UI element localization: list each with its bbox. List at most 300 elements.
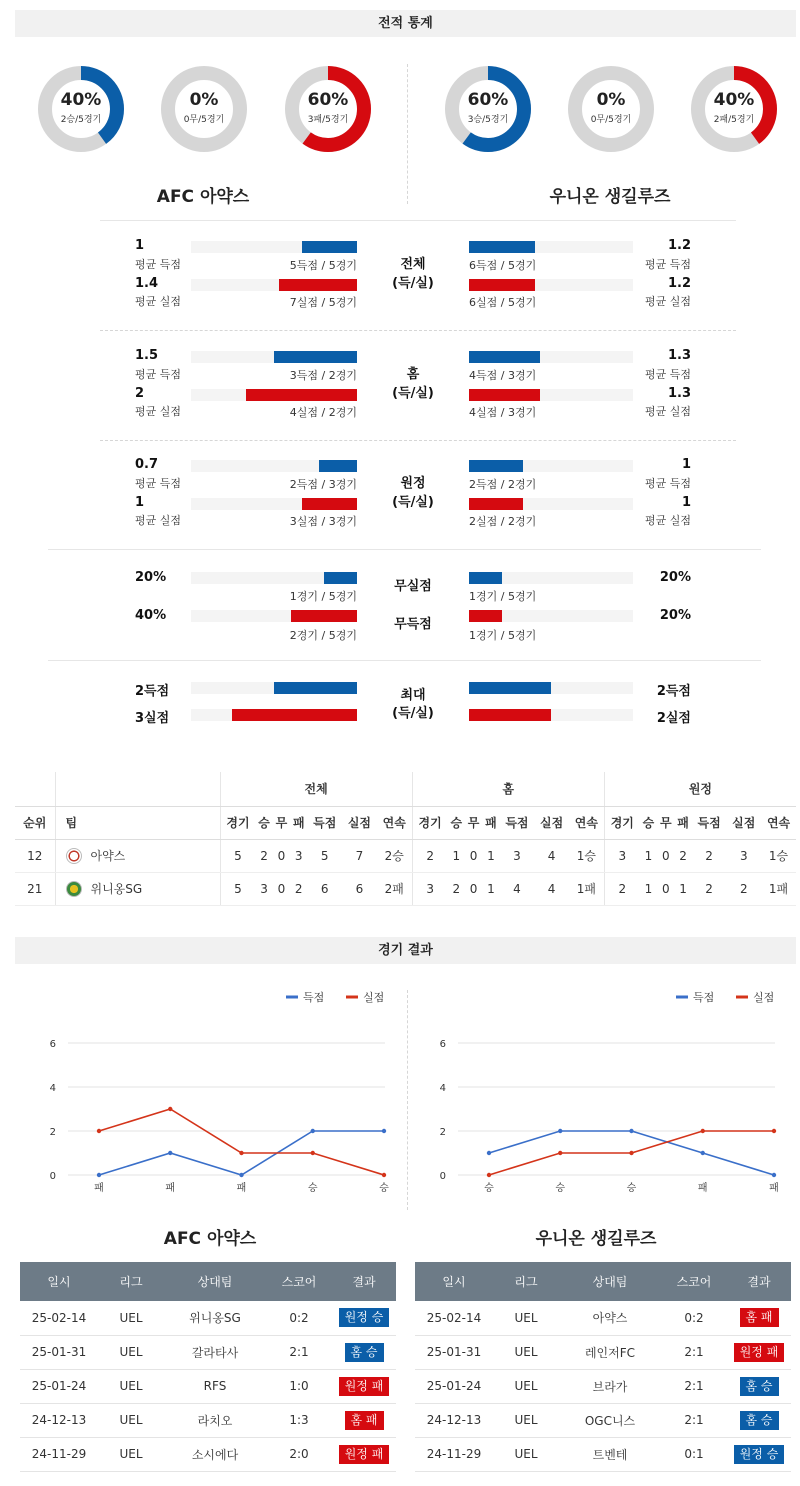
away-clean-sheet-caption: 1경기 / 5경기 — [469, 590, 537, 603]
score-cell: 1:0 — [266, 1369, 332, 1403]
column-header: 득점 — [692, 806, 727, 839]
data-point — [701, 1129, 705, 1133]
stat-cell: 2 — [448, 872, 465, 905]
column-header: 경기 — [604, 806, 639, 839]
home-max-goals-for-bar — [274, 682, 357, 694]
home-goals-against-caption: 7실점 / 5경기 — [289, 296, 357, 309]
home-goals-against-caption: 4실점 / 2경기 — [289, 406, 357, 419]
column-header: 득점 — [500, 806, 535, 839]
home-avg-goals-against: 2 — [135, 386, 145, 401]
legend-label: 실점 — [753, 991, 775, 1004]
opponent-cell: OGC니스 — [559, 1403, 661, 1437]
stat-cell: 3 — [726, 839, 761, 872]
away-max-goals-against: 2실점 — [656, 711, 691, 726]
opponent-cell: 레인저FC — [559, 1335, 661, 1369]
home-max-goals-against-bar — [232, 709, 357, 721]
home-avg-goals-against: 1 — [135, 495, 145, 510]
date-cell: 24-12-13 — [20, 1403, 98, 1437]
stat-cell: 4 — [534, 839, 569, 872]
opponent-cell: 라치오 — [164, 1403, 266, 1437]
team-name[interactable]: 아약스 — [90, 849, 126, 863]
stat-cell: 3 — [604, 839, 639, 872]
opponent-cell: 소시에다 — [164, 1437, 266, 1471]
data-point — [239, 1151, 243, 1155]
result-row — [415, 1335, 791, 1369]
away-goals-for-caption: 4득점 / 3경기 — [469, 369, 537, 382]
stat-cell: 2 — [692, 872, 727, 905]
data-point — [97, 1129, 101, 1133]
date-cell: 24-11-29 — [415, 1437, 493, 1471]
max-sublabel: (득/실) — [392, 706, 434, 721]
donut-percent: 40% — [713, 90, 755, 110]
away-avg-goals-for-label: 평균 득점 — [644, 368, 691, 381]
away-avg-goals-for: 1 — [681, 457, 691, 472]
opponent-cell: 위니옹SG — [164, 1301, 266, 1335]
result-cell — [332, 1369, 396, 1403]
away-goals-for-caption: 6득점 / 5경기 — [469, 259, 537, 272]
data-point — [168, 1107, 172, 1111]
stat-cell: 1 — [640, 839, 657, 872]
group-home: 홈 — [412, 772, 604, 806]
result-row — [415, 1403, 791, 1437]
data-point — [311, 1129, 315, 1133]
away-avg-goals-for: 1.3 — [667, 348, 691, 363]
away-avg-goals-for: 1.2 — [667, 238, 691, 253]
date-cell: 24-12-13 — [415, 1403, 493, 1437]
result-cell — [332, 1335, 396, 1369]
score-cell: 0:2 — [661, 1301, 727, 1335]
home-results-chart — [30, 985, 400, 1200]
home-avg-goals-for-label: 평균 득점 — [135, 258, 182, 271]
away-avg-goals-against: 1.2 — [667, 276, 691, 291]
y-tick-label: 0 — [49, 1171, 56, 1182]
away-goals-against-bar — [469, 498, 523, 510]
home-donut — [283, 64, 373, 154]
home-max-goals-for: 2득점 — [135, 684, 170, 699]
away-goals-for-bar — [469, 460, 523, 472]
away-avg-goals-against: 1 — [681, 495, 691, 510]
home-goals-against-caption: 3실점 / 3경기 — [289, 515, 357, 528]
result-cell — [727, 1403, 791, 1437]
y-tick-label: 4 — [439, 1083, 446, 1094]
column-header: 승 — [255, 806, 272, 839]
away-goals-against-caption: 2실점 / 2경기 — [469, 515, 537, 528]
stat-cell: 3 — [500, 839, 535, 872]
result-badge: 원정 패 — [734, 1343, 785, 1362]
stat-cell: 1 — [448, 839, 465, 872]
donut-percent: 40% — [60, 90, 102, 110]
score-cell: 2:1 — [266, 1335, 332, 1369]
result-badge: 원정 패 — [339, 1377, 390, 1396]
stat-cell: 0 — [465, 839, 482, 872]
stat-cell: 1승 — [569, 839, 604, 872]
stats-section-header: 전적 통계 — [15, 10, 796, 37]
result-badge: 홈 패 — [740, 1308, 779, 1327]
divider — [100, 440, 736, 441]
home-clean-sheet-bar — [324, 572, 357, 584]
column-header: 상대팀 — [164, 1262, 266, 1301]
y-tick-label: 2 — [439, 1127, 446, 1138]
opponent-cell: 갈라타사 — [164, 1335, 266, 1369]
away-clean-sheet-bar — [469, 572, 502, 584]
away-clean-sheet-pct: 20% — [659, 570, 691, 585]
league-cell: UEL — [98, 1437, 164, 1471]
score-cell: 2:1 — [661, 1369, 727, 1403]
results-section-header: 경기 결과 — [15, 937, 796, 964]
home-goals-for-bar — [274, 351, 357, 363]
home-goals-for-caption: 2득점 / 3경기 — [289, 478, 357, 491]
column-header: 스코어 — [661, 1262, 727, 1301]
away-goals-for-bar — [469, 351, 540, 363]
series-line — [99, 1109, 384, 1175]
data-point — [558, 1129, 562, 1133]
result-cell — [727, 1335, 791, 1369]
stat-cell: 1 — [482, 872, 499, 905]
result-row — [20, 1335, 396, 1369]
donut-percent: 0% — [596, 90, 626, 110]
stat-sublabel: (득/실) — [392, 495, 434, 510]
home-max-goals-against: 3실점 — [135, 711, 170, 726]
home-avg-goals-against-label: 평균 실점 — [135, 405, 182, 418]
home-avg-goals-against-label: 평균 실점 — [135, 514, 182, 527]
y-tick-label: 2 — [49, 1127, 56, 1138]
column-header: 득점 — [307, 806, 342, 839]
score-cell: 0:2 — [266, 1301, 332, 1335]
opponent-cell: 브라가 — [559, 1369, 661, 1403]
stat-cell: 5 — [220, 839, 255, 872]
team-cell — [55, 872, 220, 905]
donut-subtext: 0무/5경기 — [183, 115, 225, 125]
column-header: 실점 — [726, 806, 761, 839]
away-avg-goals-against-label: 평균 실점 — [644, 514, 691, 527]
stat-cell: 7 — [342, 839, 377, 872]
home-goals-for-bar — [319, 460, 357, 472]
home-failed-score-pct: 40% — [135, 608, 167, 623]
max-label: 최대 — [400, 688, 426, 703]
away-avg-goals-against: 1.3 — [667, 386, 691, 401]
y-tick-label: 6 — [49, 1039, 56, 1050]
column-header: 경기 — [220, 806, 255, 839]
stat-cell: 1승 — [761, 839, 796, 872]
column-header: 실점 — [534, 806, 569, 839]
stat-cell: 4 — [534, 872, 569, 905]
league-cell: UEL — [98, 1403, 164, 1437]
league-cell: UEL — [493, 1437, 559, 1471]
x-tick-label: 패 — [769, 1183, 779, 1194]
rank-cell: 21 — [15, 872, 55, 905]
stat-cell: 0 — [657, 872, 674, 905]
stat-sublabel: (득/실) — [392, 276, 434, 291]
stat-cell: 1 — [674, 872, 691, 905]
home-results-title: AFC 아약스 — [163, 1229, 257, 1249]
opponent-cell: 아약스 — [559, 1301, 661, 1335]
home-avg-goals-against: 1.4 — [135, 276, 159, 291]
column-header: 패 — [482, 806, 499, 839]
league-cell: UEL — [98, 1335, 164, 1369]
column-header: 실점 — [342, 806, 377, 839]
data-point — [772, 1173, 776, 1177]
legend-label: 득점 — [693, 991, 715, 1004]
column-header: 패 — [290, 806, 307, 839]
result-row — [20, 1369, 396, 1403]
column-header: 연속 — [761, 806, 796, 839]
date-cell: 25-02-14 — [415, 1301, 493, 1335]
divider — [407, 64, 408, 204]
home-avg-goals-for-label: 평균 득점 — [135, 368, 182, 381]
result-row — [20, 1437, 396, 1471]
donut-subtext: 3패/5경기 — [307, 115, 349, 125]
away-max-goals-for-bar — [469, 682, 551, 694]
stat-label: 원정 — [400, 476, 426, 491]
home-team-title: AFC 아약스 — [156, 187, 250, 207]
away-goals-for-caption: 2득점 / 2경기 — [469, 478, 537, 491]
data-point — [239, 1173, 243, 1177]
result-cell — [727, 1369, 791, 1403]
column-header: 팀 — [55, 806, 220, 839]
home-goals-for-bar — [302, 241, 357, 253]
league-cell: UEL — [493, 1403, 559, 1437]
divider — [48, 549, 761, 550]
stat-cell: 2 — [290, 872, 307, 905]
stat-cell: 1패 — [569, 872, 604, 905]
date-cell: 25-01-24 — [20, 1369, 98, 1403]
stat-cell: 3 — [290, 839, 307, 872]
league-cell: UEL — [493, 1369, 559, 1403]
home-failed-score-caption: 2경기 / 5경기 — [289, 629, 357, 642]
home-goals-for-caption: 3득점 / 2경기 — [289, 369, 357, 382]
home-goals-against-bar — [279, 279, 357, 291]
donut-percent: 60% — [467, 90, 509, 110]
score-cell: 2:1 — [661, 1335, 727, 1369]
x-tick-label: 패 — [94, 1183, 104, 1194]
donut-percent: 0% — [189, 90, 219, 110]
x-tick-label: 승 — [484, 1183, 494, 1194]
stat-cell: 5 — [220, 872, 255, 905]
away-results-chart — [420, 985, 790, 1200]
result-cell — [332, 1437, 396, 1471]
away-goals-for-bar — [469, 241, 535, 253]
away-goals-against-caption: 6실점 / 5경기 — [469, 296, 537, 309]
league-cell: UEL — [98, 1301, 164, 1335]
group-all: 전체 — [220, 772, 412, 806]
y-tick-label: 0 — [439, 1171, 446, 1182]
home-goals-against-bar — [246, 389, 357, 401]
divider — [100, 220, 736, 221]
data-point — [168, 1151, 172, 1155]
data-point — [629, 1129, 633, 1133]
away-donut — [443, 64, 533, 154]
x-tick-label: 패 — [697, 1183, 708, 1194]
home-avg-goals-for: 1.5 — [135, 348, 159, 363]
column-header: 상대팀 — [559, 1262, 661, 1301]
stat-cell: 4 — [500, 872, 535, 905]
away-donut — [689, 64, 779, 154]
donut-percent: 60% — [307, 90, 349, 110]
data-point — [772, 1129, 776, 1133]
away-results-title: 우니온 생길루즈 — [535, 1229, 657, 1249]
away-failed-score-bar — [469, 610, 502, 622]
result-badge: 홈 패 — [345, 1411, 384, 1430]
away-max-goals-against-bar — [469, 709, 551, 721]
result-badge: 홈 승 — [740, 1377, 779, 1396]
failed-score-label: 무득점 — [394, 617, 432, 632]
league-cell: UEL — [98, 1369, 164, 1403]
x-tick-label: 승 — [307, 1183, 318, 1194]
stat-cell: 0 — [465, 872, 482, 905]
clean-sheet-label: 무실점 — [394, 579, 432, 594]
stat-cell: 6 — [307, 872, 342, 905]
x-tick-label: 패 — [236, 1183, 247, 1194]
column-header: 무 — [465, 806, 482, 839]
x-tick-label: 승 — [626, 1183, 637, 1194]
stat-cell: 2 — [255, 839, 272, 872]
date-cell: 25-01-31 — [20, 1335, 98, 1369]
column-header: 무 — [657, 806, 674, 839]
result-badge: 원정 패 — [339, 1445, 390, 1464]
away-avg-goals-against-label: 평균 실점 — [644, 405, 691, 418]
home-avg-goals-for-label: 평균 득점 — [135, 477, 182, 490]
stat-cell: 5 — [307, 839, 342, 872]
y-tick-label: 4 — [49, 1083, 56, 1094]
home-results-table — [20, 1262, 396, 1472]
away-avg-goals-for-label: 평균 득점 — [644, 477, 691, 490]
home-clean-sheet-pct: 20% — [135, 570, 167, 585]
divider — [407, 990, 408, 1210]
away-results-table — [415, 1262, 791, 1472]
result-cell — [727, 1301, 791, 1335]
stat-cell: 1패 — [761, 872, 796, 905]
column-header: 승 — [640, 806, 657, 839]
divider — [48, 660, 761, 661]
team-cell — [55, 839, 220, 872]
away-avg-goals-against-label: 평균 실점 — [644, 295, 691, 308]
x-tick-label: 패 — [165, 1183, 176, 1194]
column-header: 결과 — [332, 1262, 396, 1301]
stat-cell: 6 — [342, 872, 377, 905]
away-donut — [566, 64, 656, 154]
x-tick-label: 승 — [555, 1183, 566, 1194]
date-cell: 25-01-24 — [415, 1369, 493, 1403]
column-header: 승 — [448, 806, 465, 839]
result-badge: 원정 승 — [339, 1308, 390, 1327]
stat-cell: 0 — [273, 839, 290, 872]
donut-subtext: 3승/5경기 — [467, 115, 509, 125]
away-goals-against-caption: 4실점 / 3경기 — [469, 406, 537, 419]
away-goals-against-bar — [469, 279, 535, 291]
result-row — [20, 1403, 396, 1437]
column-header: 일시 — [415, 1262, 493, 1301]
rank-cell: 12 — [15, 839, 55, 872]
stat-cell: 1 — [482, 839, 499, 872]
column-header: 리그 — [98, 1262, 164, 1301]
stat-cell: 3 — [255, 872, 272, 905]
data-point — [487, 1173, 491, 1177]
data-point — [487, 1151, 491, 1155]
stat-cell: 2 — [412, 839, 447, 872]
x-tick-label: 승 — [379, 1183, 389, 1194]
data-point — [97, 1173, 101, 1177]
column-header: 일시 — [20, 1262, 98, 1301]
team-logo-icon — [66, 848, 82, 864]
away-failed-score-caption: 1경기 / 5경기 — [469, 629, 537, 642]
result-badge: 원정 승 — [734, 1445, 785, 1464]
data-point — [701, 1151, 705, 1155]
date-cell: 25-02-14 — [20, 1301, 98, 1335]
result-cell — [727, 1437, 791, 1471]
data-point — [382, 1129, 386, 1133]
stat-cell: 2 — [604, 872, 639, 905]
home-clean-sheet-caption: 1경기 / 5경기 — [289, 590, 357, 603]
score-cell: 2:0 — [266, 1437, 332, 1471]
home-goals-against-bar — [302, 498, 357, 510]
result-row — [20, 1301, 396, 1335]
data-point — [382, 1173, 386, 1177]
stat-cell: 2패 — [377, 872, 412, 905]
date-cell: 24-11-29 — [20, 1437, 98, 1471]
result-row — [415, 1437, 791, 1471]
y-tick-label: 6 — [439, 1039, 446, 1050]
opponent-cell: 트벤테 — [559, 1437, 661, 1471]
column-header: 경기 — [412, 806, 447, 839]
stat-cell: 2 — [674, 839, 691, 872]
opponent-cell: RFS — [164, 1369, 266, 1403]
home-donut — [159, 64, 249, 154]
home-donut — [36, 64, 126, 154]
legend-label: 득점 — [303, 991, 325, 1004]
stat-cell: 0 — [657, 839, 674, 872]
donut-subtext: 0무/5경기 — [590, 115, 632, 125]
legend-label: 실점 — [363, 991, 385, 1004]
result-cell — [332, 1301, 396, 1335]
column-header: 순위 — [15, 806, 55, 839]
league-cell: UEL — [493, 1335, 559, 1369]
column-header: 연속 — [569, 806, 604, 839]
column-header: 연속 — [377, 806, 412, 839]
result-row — [415, 1301, 791, 1335]
away-max-goals-for: 2득점 — [656, 684, 691, 699]
stat-cell: 2승 — [377, 839, 412, 872]
donut-subtext: 2승/5경기 — [60, 115, 102, 125]
stat-cell: 3 — [412, 872, 447, 905]
column-header: 무 — [273, 806, 290, 839]
home-failed-score-bar — [291, 610, 357, 622]
stat-label: 전체 — [400, 257, 426, 272]
data-point — [558, 1151, 562, 1155]
divider — [100, 330, 736, 331]
home-avg-goals-against-label: 평균 실점 — [135, 295, 182, 308]
column-header: 결과 — [727, 1262, 791, 1301]
donut-subtext: 2패/5경기 — [713, 115, 755, 125]
stat-cell: 1 — [640, 872, 657, 905]
league-cell: UEL — [493, 1301, 559, 1335]
stat-cell: 2 — [692, 839, 727, 872]
away-goals-against-bar — [469, 389, 540, 401]
date-cell: 25-01-31 — [415, 1335, 493, 1369]
column-header: 스코어 — [266, 1262, 332, 1301]
team-logo-icon — [66, 881, 82, 897]
standings-table — [15, 772, 796, 906]
away-team-title: 우니온 생길루즈 — [549, 187, 671, 207]
score-cell: 1:3 — [266, 1403, 332, 1437]
stat-cell: 0 — [273, 872, 290, 905]
team-name[interactable]: 위니옹SG — [90, 882, 143, 896]
stat-sublabel: (득/실) — [392, 386, 434, 401]
score-cell: 0:1 — [661, 1437, 727, 1471]
stat-label: 홈 — [406, 367, 420, 382]
home-goals-for-caption: 5득점 / 5경기 — [289, 259, 357, 272]
away-failed-score-pct: 20% — [659, 608, 691, 623]
result-badge: 홈 승 — [740, 1411, 779, 1430]
